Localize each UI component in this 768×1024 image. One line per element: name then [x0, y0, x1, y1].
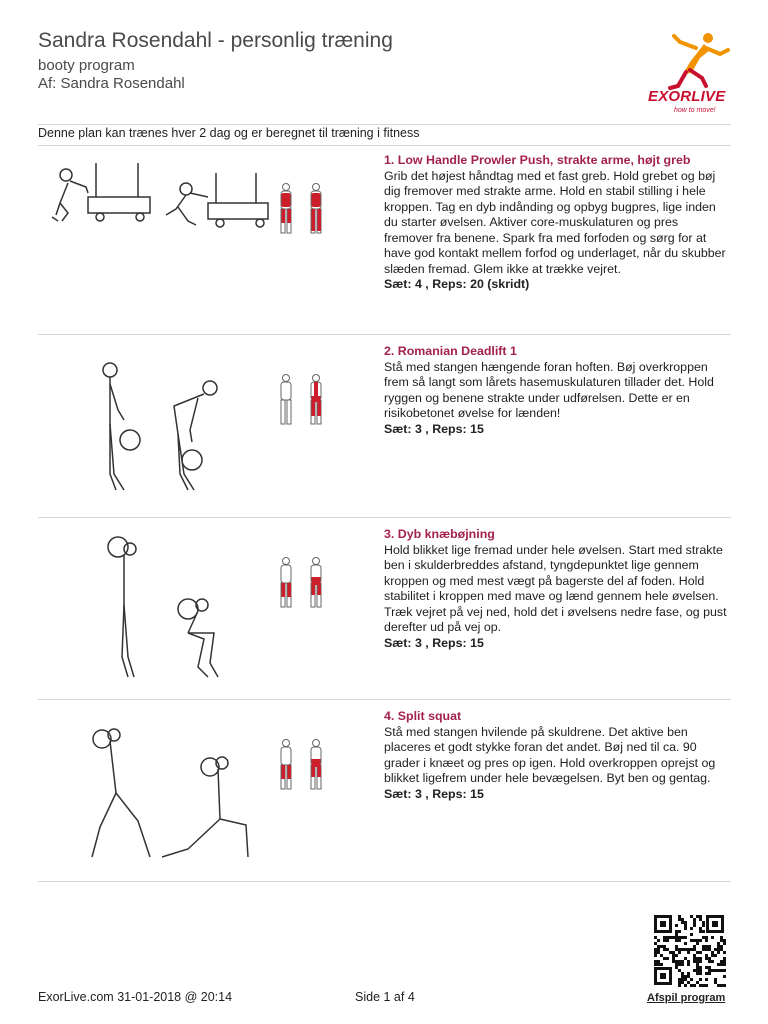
sled-figure-1 [52, 163, 150, 221]
muscle-diagram [281, 375, 321, 425]
program-author: Af: Sandra Rosendahl [38, 75, 185, 92]
exercise-sets-reps: Sæt: 3 , Reps: 15 [384, 421, 484, 436]
exercise-description: Hold blikket lige fremad under hele øvelsen. Start med strakte ben i skulderbreddes afstand, tyngdepunktet lige gennem kroppen og med mest vægt på bagerste del af foden. Hold stabilitet i kroppen med mave og lænd gennem hele øvelsen. Træk vejret på vej ned, hold det i øvelsens nedre fase, og pust derefter ud på vej op. [384, 542, 727, 634]
document-header [38, 28, 638, 93]
exercise-sets-reps: Sæt: 4 , Reps: 20 (skridt) [384, 277, 530, 291]
exercise-illustration [38, 709, 378, 859]
exercise-sets-reps: Sæt: 3 , Reps: 15 [384, 786, 484, 801]
exercise-description: Grib det højest håndtag med et fast greb. Hold grebet og bøj dig fremover med strakte arme. Hold en stabil stilling i hele kroppen. Tag en dyb indånding og opbyg bugpres, lige inden du starter øvelsen. Aktiver core-muskulaturen og pres fremover fra benene. Spark fra med forfoden og sørg for at have god kontakt mellem forfod og underlaget, når du skubber slæden fremad. Glem ikke at trække vejret. [384, 168, 726, 276]
exercise-illustration [38, 153, 378, 303]
muscle-diagram [281, 740, 321, 790]
logo-wordmark: EXORLIVE [648, 88, 726, 105]
exercise-sets-reps: Sæt: 3 , Reps: 15 [384, 635, 484, 650]
program-qr-code[interactable] [652, 913, 726, 987]
exorlive-logo [640, 28, 735, 123]
exercise-title: 2. Romanian Deadlift 1 [384, 344, 517, 358]
exercise-title: 3. Dyb knæbøjning [384, 527, 495, 541]
exercise-title: 1. Low Handle Prowler Push, strakte arme, højt greb [384, 153, 691, 167]
exercise-illustration [38, 344, 378, 494]
sled-figure-2 [166, 173, 268, 227]
exercise-description: Stå med stangen hængende foran hoften. Bøj overkroppen frem så langt som lårets hasemuskulaturen tillader det. Hold ryggen og benene strakte under udførelsen. Dette er en risikobetonet øvelse for lænden! [384, 359, 714, 420]
header-divider [38, 124, 731, 125]
split-squat-figure-1 [92, 729, 150, 857]
exercise-divider [38, 881, 731, 882]
split-squat-figure-2 [162, 757, 248, 857]
exercise-divider [38, 699, 731, 700]
play-program-link[interactable]: Afspil program [647, 992, 726, 1004]
squat-figure-2 [178, 599, 218, 677]
document-title: Sandra Rosendahl - personlig træning [38, 29, 393, 52]
logo-tagline: how to move! [674, 107, 716, 114]
plan-intro: Denne plan kan trænes hver 2 dag og er beregnet til træning i fitness [38, 126, 420, 140]
muscle-diagram [281, 558, 321, 608]
intro-divider [38, 145, 731, 146]
exercise-divider [38, 517, 731, 518]
muscle-diagram [281, 184, 321, 234]
footer-site-date: ExorLive.com 31-01-2018 @ 20:14 [38, 990, 233, 1004]
qr-code-icon [652, 913, 726, 987]
exercise-description: Stå med stangen hvilende på skuldrene. Det aktive ben placeres et godt stykke foran det andet. Bøj ned til ca. 90 grader i knæet og pres op igen. Hold overkroppen oprejst og blikket ligefrem under hele bevægelsen. Byt ben og gentag. [384, 724, 716, 785]
deadlift-figure-1 [103, 363, 140, 490]
page-number: Side 1 af 4 [355, 990, 415, 1004]
program-name: booty program [38, 57, 135, 74]
deadlift-figure-2 [174, 381, 217, 490]
exercise-divider [38, 334, 731, 335]
exercise-illustration [38, 527, 378, 677]
exercise-title: 4. Split squat [384, 709, 462, 723]
squat-figure-1 [108, 537, 136, 677]
